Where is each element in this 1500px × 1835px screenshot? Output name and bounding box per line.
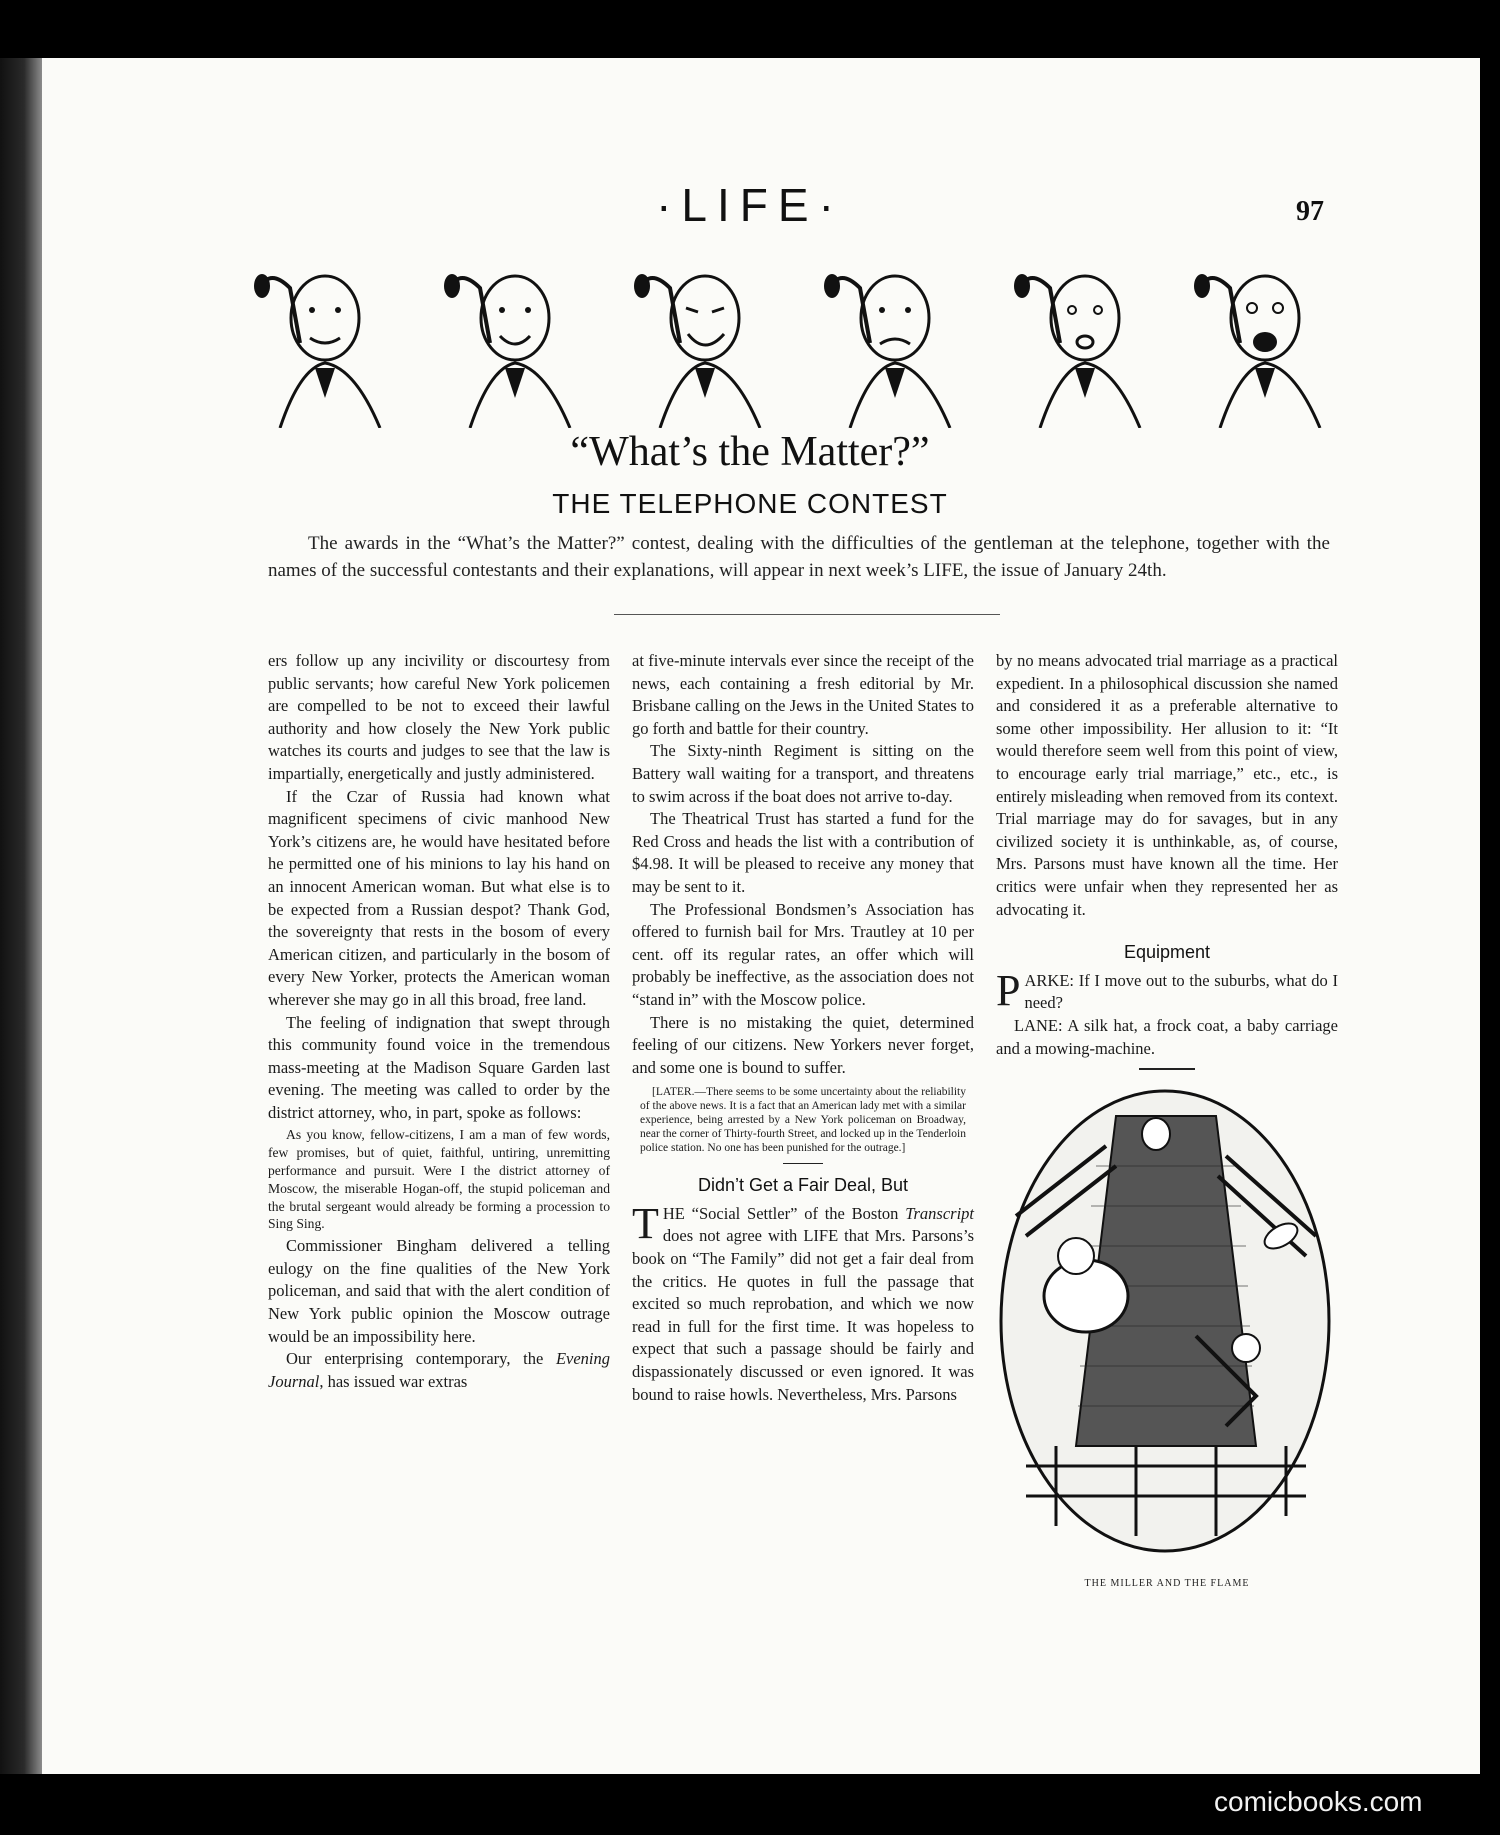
text-column-3	[996, 650, 1338, 1595]
divider-rule	[614, 614, 1000, 615]
paragraph: by no means advocated trial marriage as a practical expedient. In a philosophical discussion she named and considered it as a preferable alternative to some other impossibility. Her allusion to it: “It would therefore seem well from this point of view, to encourage early trial marriage,” etc., etc., is entirely misleading when removed from its context. Trial marriage may do for savages, but in any civilized society it is unthinkable, as, of course, Mrs. Parsons must have known all the time. Her critics were unfair when they represented her as advocating it.	[996, 651, 1338, 919]
text-run: , has issued war extras	[319, 1371, 468, 1391]
divider-rule	[1139, 1068, 1195, 1070]
text-column-1	[268, 650, 610, 1393]
paragraph: ers follow up any incivility or discourtesy from public servants; how careful New York policemen are compelled to be not to exceed their lawful authority and how closely the New York public watches its courts and judges to see that the law is impartially, energetically and justly administered.	[268, 651, 610, 783]
text-run: HE “Social Settler” of the Boston	[662, 1203, 906, 1223]
drop-cap: T	[632, 1198, 659, 1248]
drop-cap: P	[996, 965, 1021, 1015]
publication-name: Transcript	[905, 1203, 974, 1223]
divider-rule	[783, 1163, 823, 1164]
telephone-man-figure	[430, 248, 600, 428]
masthead-title: ·LIFE·	[656, 179, 844, 231]
paragraph: at five-minute intervals ever since the receipt of the news, each containing a fresh editorial by Mr. Brisbane calling on the Jews in the United States to go forth and battle for their country.	[632, 651, 974, 738]
text-run: Our enterprising contemporary, the	[286, 1349, 556, 1369]
paragraph: There is no mistaking the quiet, determined feeling of our citizens. New Yorkers never forget, and some one is bound to suffer.	[632, 1012, 974, 1077]
telephone-man-figure	[1000, 248, 1170, 428]
article-headline: “What’s the Matter?”	[570, 429, 930, 475]
paragraph	[268, 1348, 610, 1393]
section-title: Didn’t Get a Fair Deal, But	[697, 1175, 909, 1196]
telephone-man-figure	[1180, 248, 1350, 428]
telephone-illustration-strip	[240, 248, 1350, 428]
paragraph: If the Czar of Russia had known what magnificent specimens of civic manhood New York’s citizens are, he would have hesitated before he permitted one of his minions to lay his hand on an innocent American woman. But what else is to be expected from a Russian despot? Thank God, the sovereignty that rests in the bosom of every American citizen, and particularly in the bosom of every New Yorker, protects the American woman wherever she may go in all this broad, free land.	[268, 786, 610, 1009]
text-run: : A silk hat, a frock coat, a baby carriage and a mowing-machine.	[996, 1015, 1338, 1058]
publication-name: Evening Journal	[268, 1349, 610, 1391]
watermark: comicbooks.com	[1214, 1786, 1423, 1817]
text-run: ARKE: If I move out to the suburbs, what do I need?	[1024, 970, 1338, 1013]
article-intro: The awards in the “What’s the Matter?” contest, dealing with the difficulties of the gentleman at the telephone, together with the names of the successful contestants and their explanations, will appear in next week’s LIFE, the issue of January 24th.	[268, 533, 1330, 581]
paragraph: The Professional Bondsmen’s Association has offered to furnish bail for Mrs. Trautley at 10 per cent. off its regular rates, an offer which will probably be ineffective, as the association does not “stand in” with the Moscow police.	[632, 899, 974, 1009]
paragraph: The feeling of indignation that swept through this community found voice in the tremendous mass-meeting at the Madison Square Garden last evening. The meeting was called to order by the district attorney, who, in part, spoke as follows:	[268, 1012, 610, 1122]
text-column-2	[632, 650, 974, 1406]
section-title: Equipment	[1123, 942, 1211, 963]
editorial-note: [LATER.—There seems to be some uncertainty about the reliability of the above news. It is a fact that an American lady met with a similar experience, being arrested by a New York policeman on Broadway, near the corner of Thirty-fourth Street, and locked up in the Tenderloin police station. No one has been punished for the outrage.]	[640, 1086, 966, 1155]
paragraph	[996, 1015, 1338, 1060]
paragraph: The Sixty-ninth Regiment is sitting on the Battery wall waiting for a transport, and threatens to swim across if the boat does not arrive to-day.	[632, 741, 974, 806]
paragraph: The Theatrical Trust has started a fund for the Red Cross and heads the list with a contribution of $4.98. It will be pleased to receive any money that may be sent to it.	[632, 809, 974, 896]
speaker-label: LANE	[1014, 1015, 1058, 1035]
windmill-cartoon-illustration	[996, 1086, 1334, 1556]
telephone-man-figure	[810, 248, 980, 428]
text-run: does not agree with LIFE that Mrs. Parsons’s book on “The Family” did not get a fair deal from the critics. He quotes in full the passage that excited so much reprobation, and which we now read in full for the first time. It was hopeless to expect that such a passage should be fairly and dispassionately discussed or even ignored. It was bound to raise howls. Nevertheless, Mrs. Parsons	[632, 1226, 974, 1404]
telephone-man-figure	[240, 248, 410, 428]
paragraph: Commissioner Bingham delivered a telling eulogy on the fine qualities of the New York policeman, and said that with the alert condition of New York public opinion the Moscow outrage would be an impossibility here.	[268, 1236, 610, 1346]
quoted-speech: As you know, fellow-citizens, I am a man of few words, few promises, but of quiet, faithful, untiring, unremitting performance and pursuit. Were I the district attorney of Moscow, the miserable Hogan-off, the stupid policeman and the brutal sergeant would already be forming a procession to Sing Sing.	[268, 1127, 610, 1232]
page-number: 97	[1296, 196, 1324, 227]
paragraph	[996, 965, 1338, 1015]
illustration-caption: THE MILLER AND THE FLAME	[1084, 1577, 1250, 1589]
article-subhead: THE TELEPHONE CONTEST	[552, 488, 948, 519]
paragraph	[632, 1198, 974, 1406]
telephone-man-figure	[620, 248, 790, 428]
